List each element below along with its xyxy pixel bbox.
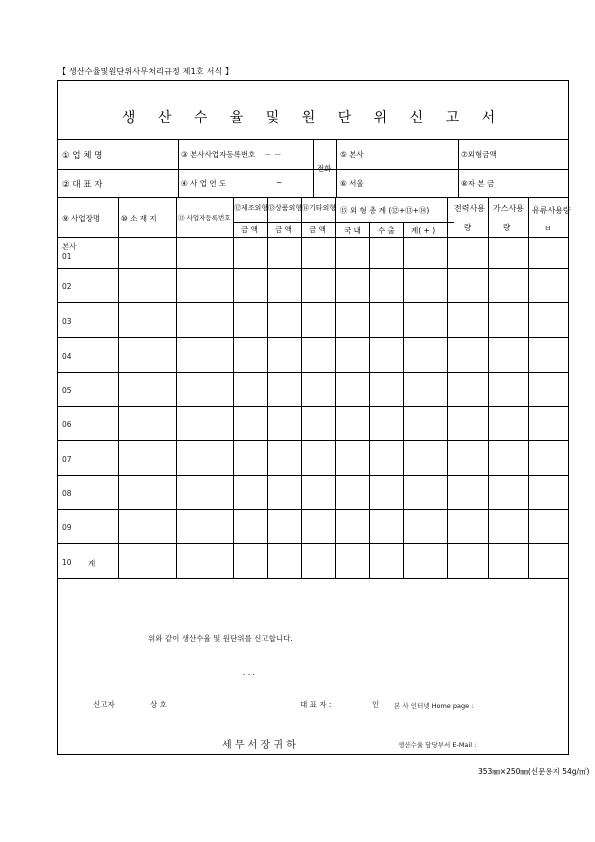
- col-mfg-header: ⑫제조외형: [234, 204, 269, 212]
- row-label: 08: [62, 489, 72, 498]
- divider: [58, 372, 568, 373]
- row-label: 09: [62, 523, 72, 532]
- col-other-header: ⑭기타외형: [302, 204, 337, 212]
- hq-homepage-label: 본 사 인터넷 Home page :: [394, 702, 474, 710]
- email-label: 생산수율 담당부서 E-Mail :: [398, 741, 477, 749]
- divider: [58, 543, 568, 544]
- row-label: 02: [62, 282, 72, 291]
- col-sum-header: 계( + ): [411, 226, 436, 235]
- col-gas-header: 가스사용: [493, 204, 524, 213]
- col-location-header: ⑩ 소 재 지: [121, 214, 157, 223]
- row-label: 06: [62, 420, 72, 429]
- divider: [118, 197, 119, 578]
- hq-reg-no-label: ③ 본사사업자등록번호: [181, 150, 256, 159]
- divider: [335, 197, 336, 578]
- col-gas-unit: 량: [503, 223, 511, 232]
- row-label: 03: [62, 317, 72, 326]
- divider: [178, 139, 179, 197]
- row-sum-label: 계: [88, 559, 96, 568]
- date-dots: . . .: [243, 668, 255, 677]
- divider: [58, 475, 568, 476]
- divider: [58, 237, 568, 238]
- divider: [58, 337, 568, 338]
- divider: [233, 197, 234, 578]
- tax-office-addressee: 세 무 서 장 귀 하: [222, 740, 296, 751]
- row-hq-label: 본사 01: [62, 242, 77, 261]
- col-electricity-header: 전력사용: [454, 204, 485, 213]
- paper-size-note: 353㎜×250㎜(신문용지 54g/㎡): [478, 767, 590, 776]
- representative-label: ② 대 표 자: [62, 180, 103, 190]
- col-electricity-unit: 량: [464, 223, 472, 232]
- trade-name-label: 상 호: [150, 700, 167, 709]
- divider: [58, 509, 568, 510]
- hq-label: ⑤ 본사: [340, 150, 364, 159]
- divider: [313, 139, 314, 197]
- representative-signature-label: 대 표 자 :: [300, 700, 332, 709]
- col-site-header: ⑨ 사업장명: [62, 214, 101, 223]
- col-total-header: ⑮ 외 형 총 계 (⑫+⑬+⑭): [340, 206, 430, 215]
- seal-label: 인: [372, 700, 380, 709]
- divider: [301, 197, 302, 578]
- reporter-label: 신고자: [93, 700, 115, 709]
- divider: [336, 139, 337, 197]
- declaration-text: 위와 같이 생산수율 및 원단위를 신고합니다.: [148, 634, 293, 643]
- row-label: 05: [62, 386, 72, 395]
- col-oil-unit: ㅂ: [544, 224, 552, 233]
- divider: [58, 406, 568, 407]
- divider: [369, 222, 370, 578]
- col-oil-header: 유류사용량: [532, 206, 571, 215]
- fiscal-year-label: ④ 사 업 연 도: [181, 179, 227, 188]
- form-title: 생 산 수 율 및 원 단 위 신 고 서: [121, 110, 505, 126]
- regulation-label: 【 생산수율및원단위사무처리규정 제1호 서식 】: [58, 67, 234, 76]
- phone-label: 전화: [317, 164, 332, 173]
- seoul-label: ⑥ 서울: [340, 179, 364, 188]
- col-export-header: 수 출: [378, 226, 395, 235]
- col-mfg-amount: 금 액: [241, 225, 258, 234]
- divider: [58, 440, 568, 441]
- divider: [488, 197, 489, 578]
- row-label: 04: [62, 352, 72, 361]
- divider: [58, 268, 568, 269]
- hq-reg-dash: － －: [264, 150, 282, 159]
- divider: [447, 197, 448, 578]
- divider: [58, 578, 568, 579]
- divider: [403, 222, 404, 578]
- export-amount-label: ⑦외형금액: [461, 150, 497, 159]
- report-form: [57, 80, 569, 755]
- divider: [58, 197, 568, 198]
- col-bizno-header: ⑪ 사업자등록번호: [178, 214, 231, 222]
- col-other-amount: 금 액: [309, 225, 326, 234]
- capital-label: ⑧자 본 금: [461, 179, 495, 188]
- divider: [176, 197, 177, 578]
- row-label: 10: [62, 558, 72, 567]
- year-tilde: ~: [276, 178, 283, 187]
- row-label: 07: [62, 455, 72, 464]
- divider: [267, 197, 268, 578]
- col-domestic-header: 국 내: [344, 226, 361, 235]
- col-goods-amount: 금 액: [275, 225, 292, 234]
- divider: [528, 197, 529, 578]
- company-label: ① 업 체 명: [62, 151, 103, 161]
- divider: [458, 139, 459, 197]
- col-goods-header: ⑬상품외형: [268, 204, 303, 212]
- divider: [58, 302, 568, 303]
